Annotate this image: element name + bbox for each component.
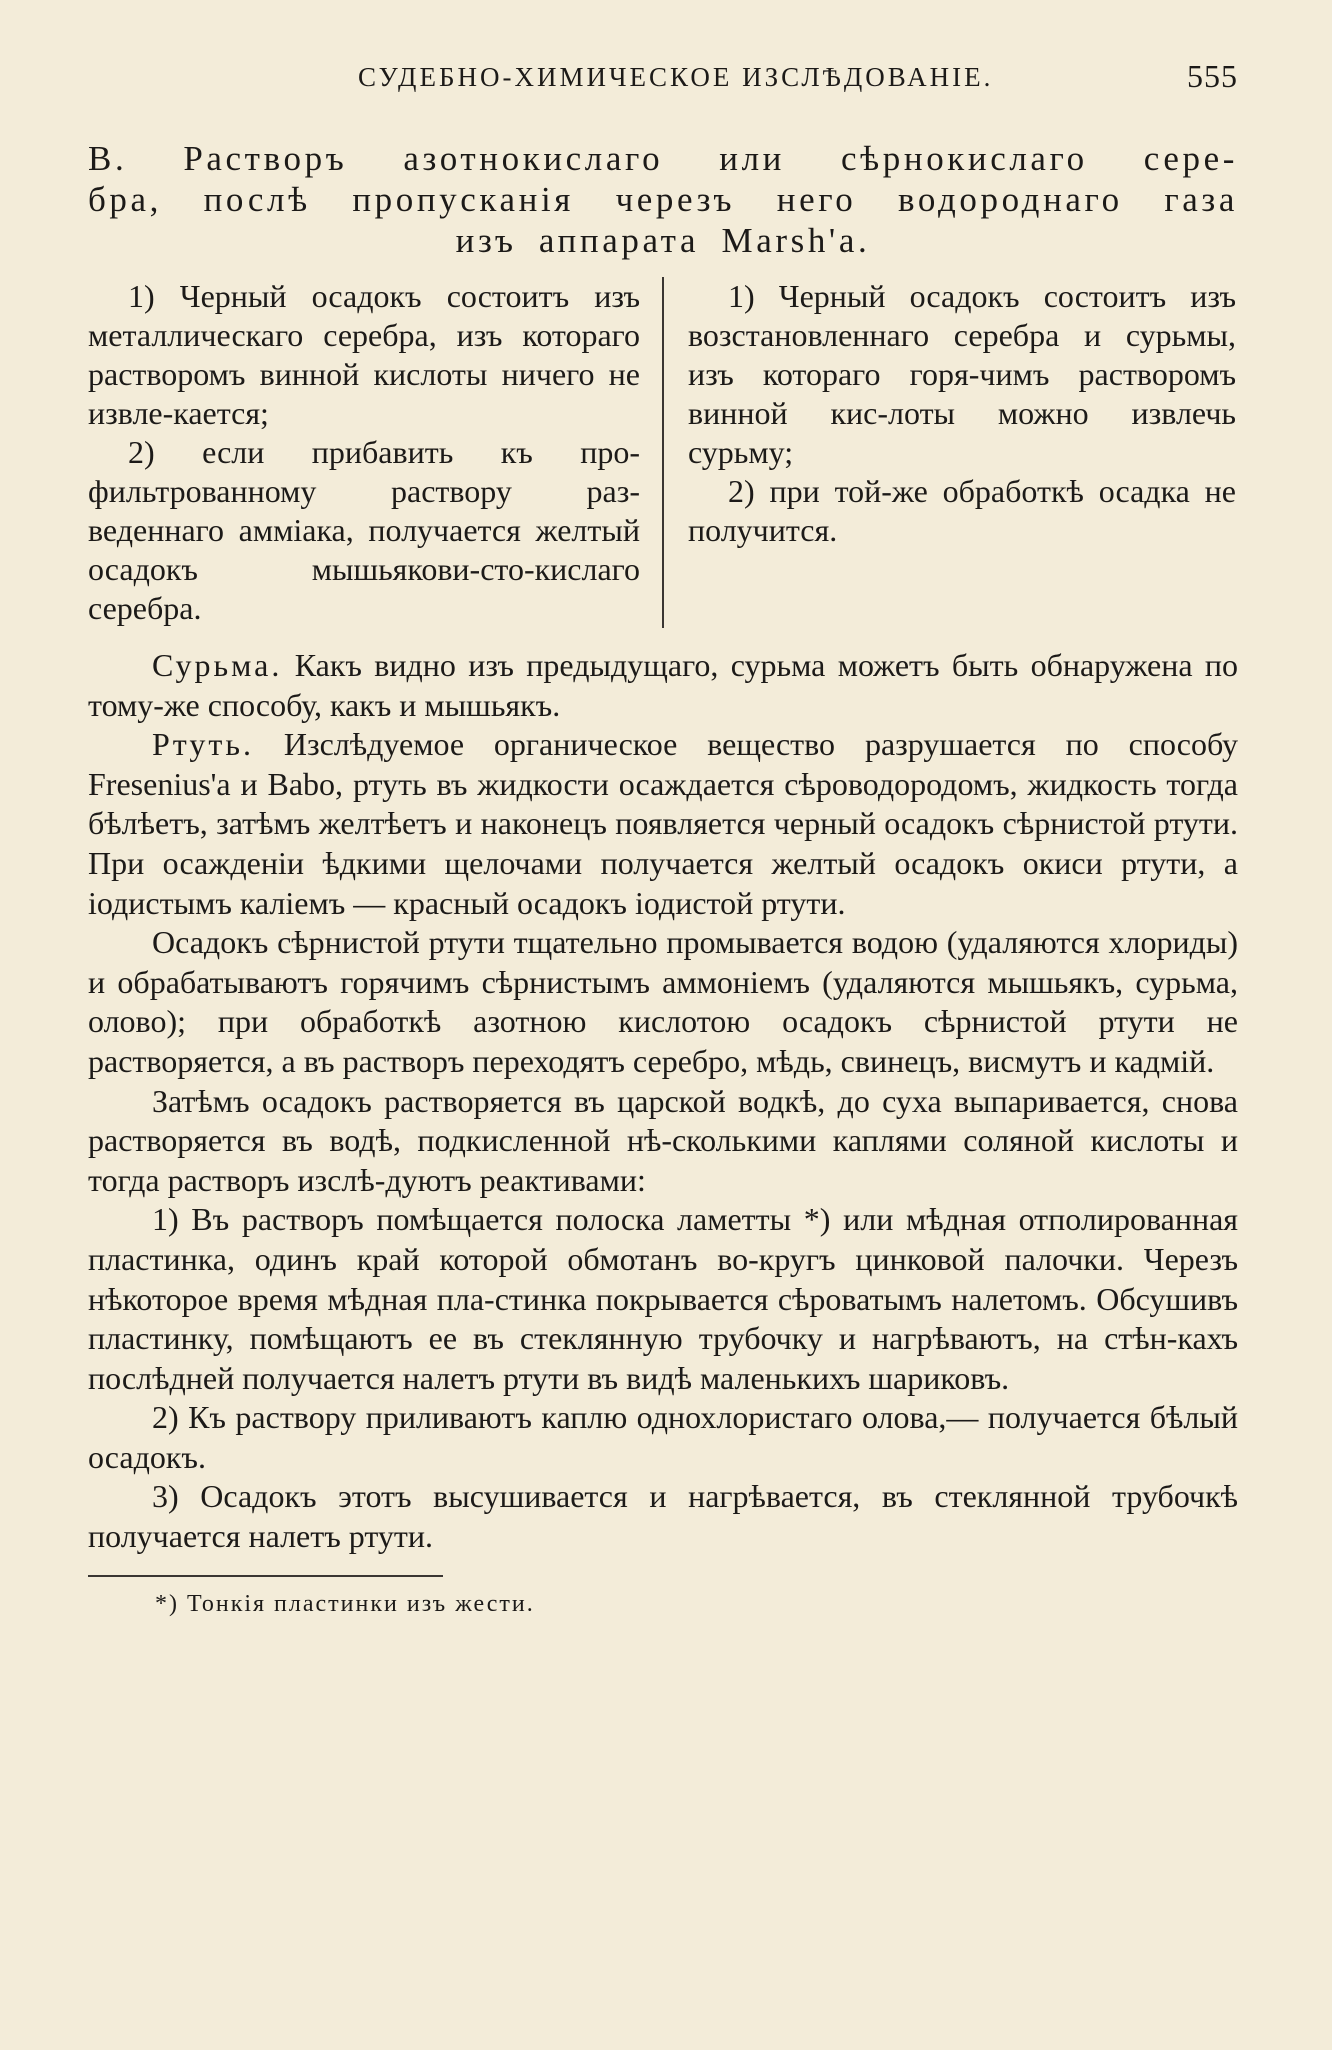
right-column: [664, 277, 1236, 628]
mercury-label: Ртуть.: [152, 726, 254, 763]
paragraph-7: 3) Осадокъ этотъ высушивается и нагрѣвается, въ стеклянной трубочкѣ получается налетъ ртути.: [88, 1478, 1238, 1555]
body-text: [88, 646, 1238, 1557]
right-column-item-1: 1) Черный осадокъ состоитъ изъ возстановленнаго серебра и сурьмы, изъ котораго горя-чимъ растворомъ винной кис-лоты можно извлечь сурьму;: [688, 278, 1236, 470]
paragraph-6: 2) Къ раствору приливаютъ каплю однохлористаго олова,— получается бѣлый осадокъ.: [88, 1399, 1238, 1475]
page-content: [88, 58, 1238, 1618]
antimony-label: Сурьма.: [152, 647, 283, 683]
paragraph-mercury: [88, 725, 1238, 923]
section-heading-line-2: бра, послѣ пропусканія черезъ него водороднаго газа: [88, 180, 1238, 219]
running-head: [88, 58, 1238, 102]
section-heading-line-3: изъ аппарата Marsh'a.: [455, 221, 871, 260]
footnote-divider: [88, 1575, 443, 1577]
paragraph-antimony: [88, 646, 1238, 725]
running-head-title: СУДЕБНО-ХИМИЧЕСКОЕ ИЗСЛѢДОВАНIЕ.: [358, 62, 994, 92]
left-column-item-2: 2) если прибавить къ про-фильтрованному раствору раз-веденнаго амміака, получается желтый осадокъ мышьякови-сто-кислаго серебра.: [88, 434, 640, 626]
comparison-columns: [88, 277, 1238, 628]
mercury-text: Изслѣдуемое органическое вещество разрушается по способу Fresenius'a и Babo, ртуть въ жидкости осаждается сѣроводородомъ, жидкость тогда бѣлѣетъ, затѣмъ желтѣетъ и наконецъ появляется черный осадокъ сѣрнистой ртути. При осажденіи ѣдкими щелочами получается желтый осадокъ окиси ртути, а іодистымъ каліемъ — красный осадокъ іодистой ртути.: [88, 726, 1238, 921]
paragraph-5: 1) Въ растворъ помѣщается полоска ламетты *) или мѣдная отполированная пластинка, одинъ край которой обмотанъ во-кругъ цинковой палочки. Черезъ нѣкоторое время мѣдная пла-стинка покрывается сѣроватымъ налетомъ. Обсушивъ пластинку, помѣщаютъ ее въ стеклянную трубочку и нагрѣваютъ, на стѣн-кахъ послѣдней получается налетъ ртути въ видѣ маленькихъ шариковъ.: [88, 1201, 1238, 1396]
paragraph-4: Затѣмъ осадокъ растворяется въ царской водкѣ, до суха выпаривается, снова растворяется въ водѣ, подкисленной нѣ-сколькими каплями соляной кислоты и тогда растворъ изслѣ-дуютъ реактивами:: [88, 1082, 1238, 1198]
left-column-item-1: 1) Черный осадокъ состоитъ изъ металлическаго серебра, изъ котораго растворомъ винной кислоты ничего не извле-кается;: [88, 278, 640, 431]
paragraph-3: Осадокъ сѣрнистой ртути тщательно промывается водою (удаляются хлориды) и обрабатываютъ горячимъ сѣрнистымъ аммоніемъ (удаляются мышьякъ, сурьма, олово); при обработкѣ азотною кислотою осадокъ сѣрнистой ртути не растворяется, а въ растворъ переходятъ серебро, мѣдь, свинецъ, висмутъ и кадмій.: [88, 924, 1238, 1079]
footnote: *) Тонкія пластинки изъ жести.: [155, 1590, 535, 1617]
right-column-item-2: 2) при той-же обработкѣ осадка не получится.: [688, 473, 1236, 548]
page-number: 555: [1187, 58, 1238, 94]
section-heading-line-1: B. Растворъ азотнокислаго или сѣрнокислаго сере-: [88, 139, 1238, 178]
antimony-text: Какъ видно изъ предыдущаго, сурьма можетъ быть обнаружена по тому-же способу, какъ и мышьякъ.: [88, 647, 1239, 723]
left-column: [88, 277, 664, 628]
section-heading: [88, 138, 1238, 261]
